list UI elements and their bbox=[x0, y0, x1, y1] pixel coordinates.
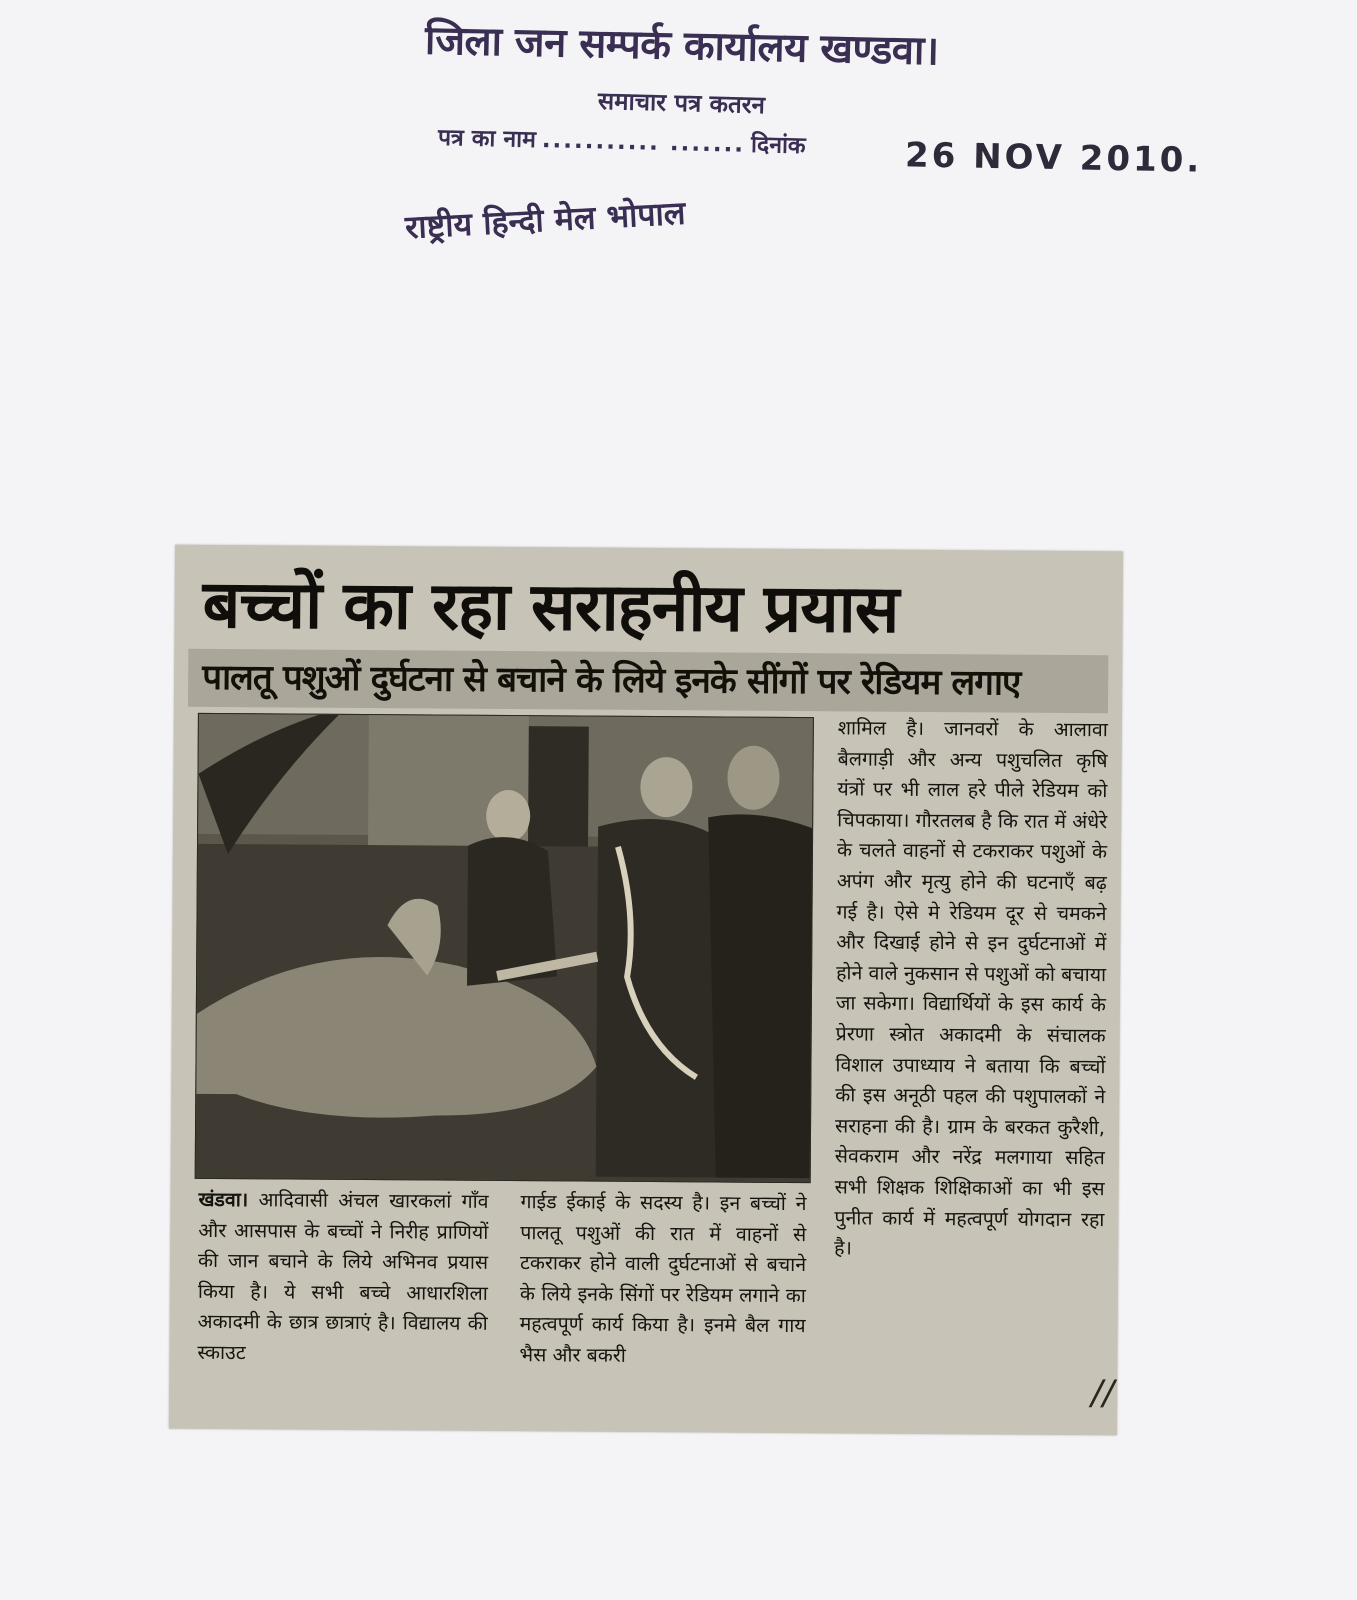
article-column-3: शामिल है। जानवरों के आलावा बैलगाड़ी और अन्य पशुचलित कृषि यंत्रों पर भी लाल हरे पीले रेडियम को चिपकाया। गौरतलब है कि रात में अंधेरे के चलते वाहनों से टकराकर पशुओं के अपंग और मृत्यु होने की घटनाएँ बढ़ गई है। ऐसे मे रेडियम दूर से चमकने और दिखाई होने से इन दुर्घटनाओं में होने वाले नुकसान से पशुओं को बचाया जा सकेगा। विद्यार्थियों के इस कार्य के प्रेरणा स्त्रोत अकादमी के संचालक विशाल उपाध्याय ने बताया कि बच्चों की इस अनूठी पहल की पशुपालकों ने सराहना की है। ग्राम के बरकत कुरैशी, सेवकराम और नरेंद्र मलगाया सहित सभी शिक्षक शिक्षिकाओं का भी इस पुनीत कार्य में महत्वपूर्ण योगदान रहा है। bbox=[834, 716, 1108, 1260]
cutting-label: समाचार पत्र कतरन bbox=[597, 86, 766, 120]
newspaper-name: राष्ट्रीय हिन्दी मेल भोपाल bbox=[404, 193, 687, 247]
article-column-1-text: आदिवासी अंचल खारकलां गाँव और आसपास के बच्चों ने निरीह प्राणियों की जान बचाने के लिये अभिनव प्रयास किया है। ये सभी बच्चे आधारशिला अकादमी के छात्र छात्राएं है। विद्यालय की स्काउट bbox=[197, 1188, 489, 1365]
paper-name-dots: ........... ....... bbox=[541, 127, 746, 158]
article-photo bbox=[195, 713, 814, 1183]
newspaper-clipping bbox=[169, 545, 1123, 1436]
date-label: दिनांक bbox=[750, 131, 806, 160]
article-subheadline: पालतू पशुओं दुर्घटना से बचाने के लिये इनके सींगों पर रेडियम लगाए bbox=[188, 649, 1108, 713]
paper-name-label: पत्र का नाम bbox=[437, 124, 537, 154]
article-column-2: गाईड ईकाई के सदस्य है। इन बच्चों ने पालतू पशुओं की रात में वाहनों से टकराकर होने वाली दुर्घटनाओं से बचाने के लिये इनके सिंगों पर रेडियम लगाने का महत्वपूर्ण कार्य किया है। इनमे बैल गाय भैस और बकरी bbox=[519, 1190, 807, 1367]
office-title: जिला जन सम्पर्क कार्यालय खण्डवा। bbox=[424, 17, 940, 75]
date-stamp: 26 NOV 2010. bbox=[904, 135, 1203, 181]
paper-name-row bbox=[438, 120, 806, 160]
article-headline: बच्चों का रहा सराहनीय प्रयास bbox=[202, 565, 899, 648]
article-dateline: खंडवा। bbox=[198, 1187, 249, 1212]
photo-image bbox=[196, 714, 813, 1182]
article-column-1 bbox=[197, 1185, 488, 1371]
handwritten-mark: // bbox=[1091, 1373, 1115, 1414]
